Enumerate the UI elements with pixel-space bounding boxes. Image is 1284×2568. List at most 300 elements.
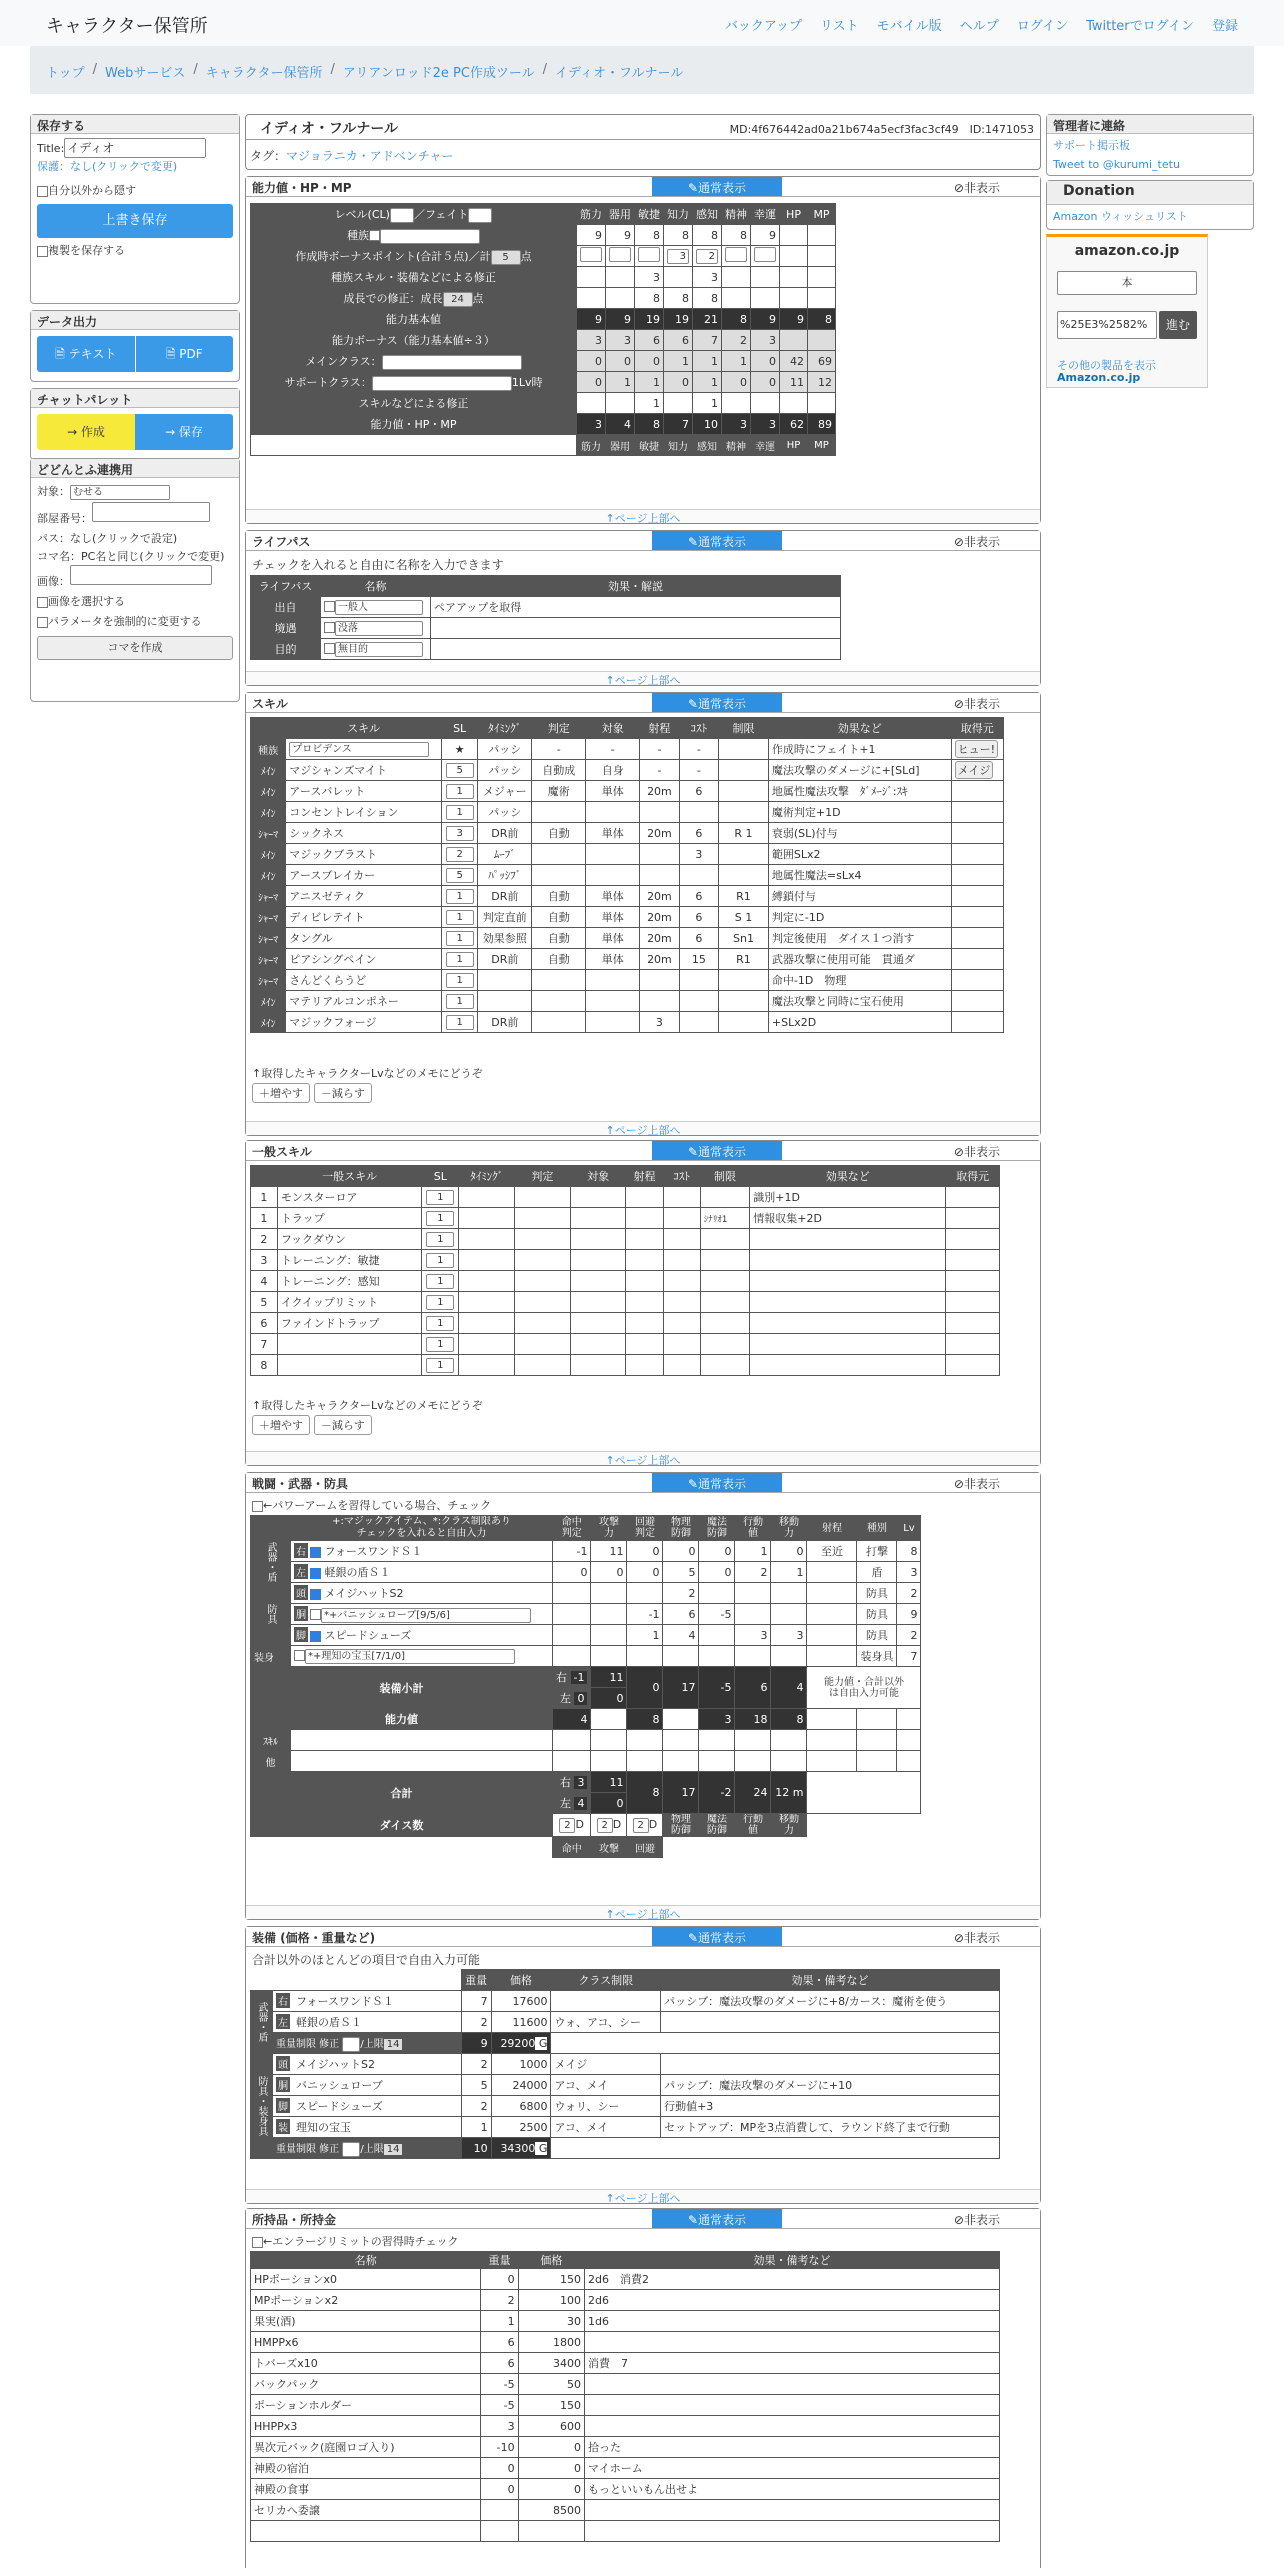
battle-mod-value[interactable]	[771, 1751, 807, 1772]
general-sl-select[interactable]: 1	[426, 1358, 454, 1373]
skill-sl-select[interactable]: 1	[446, 931, 474, 946]
overwrite-save-button[interactable]: 上書き保存	[37, 204, 233, 238]
item-weight[interactable]: 0	[481, 2269, 518, 2290]
amazon-search-input[interactable]: %25E3%2582%	[1057, 311, 1157, 339]
skill-sl-select[interactable]: 5	[446, 868, 474, 883]
normal-view-button[interactable]	[652, 1141, 782, 1160]
skill-ti[interactable]: メジャー	[478, 781, 532, 802]
general-name[interactable]: トレーニング：感知	[277, 1271, 421, 1292]
battle-checkbox[interactable]	[294, 1650, 305, 1661]
battle-value[interactable]	[771, 1646, 807, 1667]
ability-value[interactable]	[577, 393, 606, 414]
battle-value[interactable]: 0	[663, 1541, 699, 1562]
item-effect[interactable]	[585, 2521, 1000, 2542]
general-sl-select[interactable]: 1	[426, 1316, 454, 1331]
item-name[interactable]: 神殿の食事	[251, 2479, 481, 2500]
general-source[interactable]	[946, 1271, 1000, 1292]
dice-count[interactable]: 2	[633, 1818, 649, 1833]
normal-view-button[interactable]	[652, 693, 782, 712]
lifepath-effect[interactable]: ペアアップを取得	[431, 597, 841, 618]
general-cost[interactable]	[663, 1250, 700, 1271]
general-blank[interactable]	[570, 1250, 626, 1271]
battle-value[interactable]	[735, 1583, 771, 1604]
skill-li[interactable]	[719, 1012, 769, 1033]
create-piece-button[interactable]: コマを作成	[37, 636, 233, 660]
ability-value[interactable]	[606, 288, 635, 309]
battle-value[interactable]: 0	[553, 1562, 591, 1583]
equip-weight[interactable]: 2	[461, 2054, 491, 2075]
battle-lv[interactable]: 9	[897, 1604, 921, 1625]
general-sl-select[interactable]: 1	[426, 1253, 454, 1268]
general-sl-select[interactable]: 1	[426, 1274, 454, 1289]
copy-checkbox[interactable]	[37, 246, 48, 257]
ability-value[interactable]: 1	[635, 372, 664, 393]
skill-ra[interactable]	[640, 991, 679, 1012]
general-cost[interactable]	[663, 1208, 700, 1229]
equip-weight[interactable]: 7	[461, 1991, 491, 2012]
skill-ra[interactable]: -	[640, 760, 679, 781]
pass-link[interactable]: パス：なし(クリックで設定)	[37, 532, 178, 545]
skill-sl-select[interactable]: 1	[446, 994, 474, 1009]
item-weight[interactable]: -5	[481, 2374, 518, 2395]
battle-value[interactable]	[627, 1646, 663, 1667]
equip-name[interactable]: バニッシュローブ	[296, 2079, 383, 2092]
battle-mod-value[interactable]	[897, 1751, 921, 1772]
battle-checkbox[interactable]	[310, 1609, 321, 1620]
skill-ra[interactable]: -	[640, 739, 679, 760]
support-board-link[interactable]: サポート掲示板	[1053, 139, 1130, 152]
page-top-link[interactable]: ↑ページ上部へ	[246, 509, 1040, 523]
skill-ta[interactable]	[586, 1012, 640, 1033]
battle-value[interactable]: 2	[735, 1562, 771, 1583]
breadcrumb-item[interactable]: トップ	[46, 66, 85, 81]
general-limit[interactable]	[700, 1250, 750, 1271]
param-checkbox[interactable]	[37, 617, 48, 628]
equip-class[interactable]: メイジ	[551, 2054, 661, 2075]
skill-name[interactable]: ディビレテイト	[289, 911, 365, 924]
item-weight[interactable]: 1	[481, 2311, 518, 2332]
skill-co[interactable]: 6	[679, 907, 718, 928]
skill-li[interactable]: Sn1	[719, 928, 769, 949]
skill-ra[interactable]: 20m	[640, 823, 679, 844]
skill-co[interactable]: 15	[679, 949, 718, 970]
skill-ta[interactable]	[586, 844, 640, 865]
ability-value[interactable]: 12	[808, 372, 836, 393]
fate-select[interactable]: 6	[468, 208, 492, 223]
remove-skill-button[interactable]: －減らす	[314, 1083, 372, 1103]
skill-ju[interactable]: -	[532, 739, 586, 760]
protect-link[interactable]: 保護：なし(クリックで変更)	[37, 160, 178, 173]
battle-mod-value[interactable]	[807, 1730, 857, 1751]
item-price[interactable]: 100	[518, 2290, 584, 2311]
skill-sl-select[interactable]: 1	[446, 889, 474, 904]
general-blank[interactable]	[570, 1229, 626, 1250]
battle-mod-value[interactable]	[627, 1751, 663, 1772]
skill-ju[interactable]: 自動	[532, 928, 586, 949]
ability-value[interactable]: 0	[722, 372, 751, 393]
battle-lv[interactable]: 7	[897, 1646, 921, 1667]
skill-ra[interactable]: 20m	[640, 928, 679, 949]
general-name[interactable]: フックダウン	[277, 1229, 421, 1250]
skill-name[interactable]: さんどくらうど	[289, 974, 367, 987]
equip-price[interactable]: 2500	[491, 2117, 551, 2138]
battle-range[interactable]	[807, 1583, 857, 1604]
general-name[interactable]: トラップ	[277, 1208, 421, 1229]
general-sl-select[interactable]: 1	[426, 1295, 454, 1310]
general-cost[interactable]	[663, 1229, 700, 1250]
item-name[interactable]: バックパック	[251, 2374, 481, 2395]
general-blank[interactable]	[570, 1355, 626, 1376]
page-top-link[interactable]: ↑ページ上部へ	[246, 2189, 1040, 2203]
skill-select[interactable]: プロビデンス	[289, 742, 429, 757]
skill-name[interactable]: マジックフォージ	[289, 1016, 377, 1029]
equip-weight[interactable]: 2	[461, 2012, 491, 2033]
battle-value[interactable]: 1	[735, 1541, 771, 1562]
equip-price[interactable]: 11600	[491, 2012, 551, 2033]
tag-link[interactable]: マジョラニカ・アドベンチャー	[286, 149, 454, 163]
ability-value[interactable]	[780, 330, 808, 351]
general-blank[interactable]	[459, 1187, 515, 1208]
battle-value[interactable]: -1	[553, 1541, 591, 1562]
skill-co[interactable]: 6	[679, 928, 718, 949]
skill-co[interactable]: 3	[679, 844, 718, 865]
ability-value[interactable]: 3	[635, 267, 664, 288]
general-blank[interactable]	[459, 1292, 515, 1313]
general-blank[interactable]	[515, 1250, 571, 1271]
battle-item-select[interactable]: *+理知の宝玉[7/1/0]	[305, 1649, 515, 1664]
skill-li[interactable]: R1	[719, 886, 769, 907]
item-name[interactable]: ポーションホルダー	[251, 2395, 481, 2416]
skill-ra[interactable]: 20m	[640, 907, 679, 928]
skill-ti[interactable]: ﾊﾟｯｼﾌﾞ	[478, 865, 532, 886]
hide-button[interactable]	[954, 1475, 1000, 1492]
battle-value[interactable]: 11	[591, 1541, 627, 1562]
battle-item-name[interactable]: フォースワンドＳ１	[321, 1545, 423, 1558]
skill-li[interactable]: R1	[719, 949, 769, 970]
item-effect[interactable]	[585, 2332, 1000, 2353]
equip-effect[interactable]	[661, 2054, 1000, 2075]
skill-co[interactable]: 6	[679, 781, 718, 802]
target-select[interactable]: むせる	[70, 485, 170, 500]
general-blank[interactable]	[515, 1355, 571, 1376]
battle-lv[interactable]: 2	[897, 1625, 921, 1646]
ability-value[interactable]	[808, 288, 836, 309]
battle-mod-input[interactable]	[291, 1730, 553, 1751]
ability-value[interactable]	[606, 267, 635, 288]
skill-ta[interactable]	[586, 970, 640, 991]
skill-ti[interactable]: ﾑｰﾌﾞ	[478, 844, 532, 865]
skill-ef[interactable]: 魔法攻撃と同時に宝石使用	[768, 991, 951, 1012]
general-blank[interactable]	[626, 1187, 663, 1208]
battle-value[interactable]	[699, 1646, 735, 1667]
general-effect[interactable]: 情報収集+2D	[750, 1208, 946, 1229]
general-source[interactable]	[946, 1313, 1000, 1334]
skill-name[interactable]: ピアシングペイン	[289, 953, 377, 966]
ability-value[interactable]	[780, 288, 808, 309]
skill-ef[interactable]: 武器攻撃に使用可能 貫通ダ	[768, 949, 951, 970]
lifepath-effect[interactable]	[431, 618, 841, 639]
general-blank[interactable]	[459, 1313, 515, 1334]
equip-class[interactable]: ウォ、アコ、シー	[551, 2012, 661, 2033]
hide-button[interactable]	[954, 695, 1000, 712]
item-weight[interactable]: 6	[481, 2353, 518, 2374]
battle-mod-value[interactable]	[897, 1730, 921, 1751]
equip-weight[interactable]: 5	[461, 2075, 491, 2096]
skill-li[interactable]	[719, 739, 769, 760]
skill-li[interactable]: S 1	[719, 907, 769, 928]
bonus-select[interactable]	[725, 247, 747, 262]
battle-checkbox[interactable]	[310, 1589, 321, 1600]
skill-li[interactable]: R 1	[719, 823, 769, 844]
general-blank[interactable]	[570, 1292, 626, 1313]
general-effect[interactable]	[750, 1313, 946, 1334]
item-effect[interactable]: 1d6	[585, 2311, 1000, 2332]
skill-ti[interactable]: DR前	[478, 1012, 532, 1033]
general-blank[interactable]	[515, 1313, 571, 1334]
ability-value[interactable]: 9	[751, 225, 780, 246]
item-name[interactable]: トバーズx10	[251, 2353, 481, 2374]
equip-name[interactable]: メイジハットS2	[296, 2058, 375, 2071]
equip-class[interactable]: ウォリ、シー	[551, 2096, 661, 2117]
equip-price[interactable]: 6800	[491, 2096, 551, 2117]
general-blank[interactable]	[570, 1334, 626, 1355]
nav-link-5[interactable]: Twitterでログイン	[1086, 19, 1194, 34]
lifepath-select[interactable]: 没落	[335, 621, 423, 636]
item-effect[interactable]: 消費 7	[585, 2353, 1000, 2374]
general-source[interactable]	[946, 1250, 1000, 1271]
skill-sl-select[interactable]: 1	[446, 910, 474, 925]
skill-li[interactable]	[719, 991, 769, 1012]
battle-range[interactable]	[807, 1625, 857, 1646]
ability-value[interactable]: 42	[780, 351, 808, 372]
palette-save-button[interactable]: → 保存	[135, 414, 233, 450]
normal-view-button[interactable]	[652, 2209, 782, 2228]
battle-value[interactable]: 0	[591, 1562, 627, 1583]
ability-value[interactable]: 69	[808, 351, 836, 372]
skill-co[interactable]: -	[679, 739, 718, 760]
general-limit[interactable]	[700, 1187, 750, 1208]
battle-type[interactable]: 装身具	[857, 1646, 897, 1667]
skill-ti[interactable]: DR前	[478, 823, 532, 844]
battle-value[interactable]: 3	[771, 1625, 807, 1646]
nav-link-1[interactable]: リスト	[819, 19, 859, 34]
item-name[interactable]: HPポーションx0	[251, 2269, 481, 2290]
general-blank[interactable]	[459, 1229, 515, 1250]
skill-ta[interactable]: 単体	[586, 823, 640, 844]
bonus-select[interactable]	[609, 247, 631, 262]
hide-button[interactable]	[954, 2211, 1000, 2228]
page-top-link[interactable]: ↑ページ上部へ	[246, 671, 1040, 685]
battle-value[interactable]: 0	[699, 1541, 735, 1562]
general-source[interactable]	[946, 1187, 1000, 1208]
hide-button[interactable]	[954, 1929, 1000, 1946]
battle-value[interactable]: 0	[627, 1562, 663, 1583]
skill-ti[interactable]: パッシ	[478, 760, 532, 781]
general-blank[interactable]	[515, 1271, 571, 1292]
ability-value[interactable]: 8	[635, 225, 664, 246]
general-limit[interactable]	[700, 1313, 750, 1334]
skill-ef[interactable]: 縛鎖付与	[768, 886, 951, 907]
skill-ra[interactable]	[640, 844, 679, 865]
item-weight[interactable]: -5	[481, 2395, 518, 2416]
amazon-go-button[interactable]: 進む	[1159, 311, 1197, 339]
skill-ef[interactable]: 地属性魔法=sLx4	[768, 865, 951, 886]
ability-value[interactable]	[780, 246, 808, 267]
general-blank[interactable]	[515, 1229, 571, 1250]
general-cost[interactable]	[663, 1355, 700, 1376]
battle-value[interactable]: 1	[627, 1625, 663, 1646]
item-name[interactable]: 神殿の宿泊	[251, 2458, 481, 2479]
general-blank[interactable]	[626, 1229, 663, 1250]
battle-value[interactable]: 0	[627, 1541, 663, 1562]
general-blank[interactable]	[570, 1187, 626, 1208]
battle-value[interactable]	[553, 1625, 591, 1646]
ability-value[interactable]: 11	[780, 372, 808, 393]
tweet-link[interactable]: Tweet to @kurumi_tetu	[1053, 158, 1180, 171]
palette-create-button[interactable]: → 作成	[37, 414, 135, 450]
battle-lv[interactable]: 8	[897, 1541, 921, 1562]
battle-value[interactable]: 2	[663, 1583, 699, 1604]
item-price[interactable]: 0	[518, 2458, 584, 2479]
dice-count[interactable]: 2	[597, 1818, 613, 1833]
general-effect[interactable]	[750, 1292, 946, 1313]
page-top-link[interactable]: ↑ページ上部へ	[246, 1121, 1040, 1135]
general-limit[interactable]	[700, 1292, 750, 1313]
skill-co[interactable]: -	[679, 760, 718, 781]
ability-value[interactable]: 1	[693, 351, 722, 372]
skill-sl-select[interactable]: 1	[446, 952, 474, 967]
item-price[interactable]	[518, 2521, 584, 2542]
general-blank[interactable]	[459, 1208, 515, 1229]
ability-value[interactable]	[751, 393, 780, 414]
battle-mod-value[interactable]	[591, 1730, 627, 1751]
battle-value[interactable]	[591, 1583, 627, 1604]
ability-value[interactable]: 8	[693, 288, 722, 309]
skill-co[interactable]	[679, 991, 718, 1012]
item-price[interactable]: 600	[518, 2416, 584, 2437]
lifepath-checkbox[interactable]	[324, 622, 335, 633]
skill-ta[interactable]	[586, 991, 640, 1012]
battle-mod-value[interactable]	[591, 1751, 627, 1772]
nav-link-0[interactable]: バックアップ	[724, 19, 802, 34]
lifepath-checkbox[interactable]	[324, 601, 335, 612]
battle-lv[interactable]: 3	[897, 1562, 921, 1583]
site-title[interactable]: キャラクター保管所	[46, 16, 208, 37]
item-name[interactable]: 異次元バック(庭園ロゴ入り)	[251, 2437, 481, 2458]
skill-sl-select[interactable]: 2	[446, 847, 474, 862]
skill-name[interactable]: マテリアルコンポネー	[289, 995, 399, 1008]
battle-item-name[interactable]: スピードシューズ	[321, 1629, 412, 1642]
skill-ef[interactable]: 魔法攻撃のダメージに+[SLd]	[768, 760, 951, 781]
general-source[interactable]	[946, 1334, 1000, 1355]
amazon-link[interactable]: Amazon.co.jp	[1057, 371, 1141, 384]
power-arm-checkbox[interactable]	[252, 1501, 263, 1512]
battle-checkbox[interactable]	[310, 1547, 321, 1558]
general-blank[interactable]	[570, 1313, 626, 1334]
skill-ju[interactable]: 魔術	[532, 781, 586, 802]
general-blank[interactable]	[626, 1271, 663, 1292]
battle-mod-value[interactable]	[857, 1730, 897, 1751]
item-effect[interactable]	[585, 2374, 1000, 2395]
ability-value[interactable]	[751, 267, 780, 288]
general-limit[interactable]	[700, 1271, 750, 1292]
general-effect[interactable]	[750, 1271, 946, 1292]
skill-sl-select[interactable]: 1	[446, 973, 474, 988]
normal-view-button[interactable]	[652, 1927, 782, 1946]
ability-value[interactable]: 2	[722, 330, 751, 351]
item-effect[interactable]	[585, 2395, 1000, 2416]
skill-ra[interactable]: 20m	[640, 781, 679, 802]
general-limit[interactable]: ｼﾅﾘｵ1	[700, 1208, 750, 1229]
ability-value[interactable]	[577, 288, 606, 309]
race-checkbox[interactable]	[369, 230, 380, 241]
general-sl-select[interactable]: 1	[426, 1190, 454, 1205]
breadcrumb-item[interactable]: イディオ・フルナール	[555, 66, 684, 81]
item-weight[interactable]	[481, 2500, 518, 2521]
general-source[interactable]	[946, 1292, 1000, 1313]
battle-range[interactable]	[807, 1604, 857, 1625]
battle-checkbox[interactable]	[310, 1631, 321, 1642]
ability-value[interactable]	[808, 246, 836, 267]
ability-value[interactable]	[780, 267, 808, 288]
general-effect[interactable]	[750, 1250, 946, 1271]
name-link[interactable]: コマ名：PC名と同じ(クリックで変更)	[37, 550, 225, 563]
skill-li[interactable]	[719, 970, 769, 991]
ability-value[interactable]: 0	[606, 351, 635, 372]
skill-ef[interactable]: 地属性魔法攻撃 ﾀﾞﾒｰｼﾞ:ｽｷ	[768, 781, 951, 802]
ability-value[interactable]: 3	[693, 267, 722, 288]
battle-value[interactable]	[627, 1583, 663, 1604]
equip-price[interactable]: 24000	[491, 2075, 551, 2096]
bonus-select[interactable]: 3	[667, 249, 689, 264]
skill-ti[interactable]	[478, 970, 532, 991]
item-price[interactable]: 8500	[518, 2500, 584, 2521]
equip-effect[interactable]: 行動値+3	[661, 2096, 1000, 2117]
breadcrumb-item[interactable]: Webサービス	[105, 66, 186, 81]
skill-ef[interactable]: 魔術判定+1D	[768, 802, 951, 823]
skill-ti[interactable]: DR前	[478, 949, 532, 970]
dice-count[interactable]: 2	[559, 1818, 575, 1833]
skill-ju[interactable]	[532, 991, 586, 1012]
skill-ju[interactable]	[532, 844, 586, 865]
skill-ta[interactable]: 単体	[586, 886, 640, 907]
battle-mod-value[interactable]	[553, 1730, 591, 1751]
general-blank[interactable]	[459, 1271, 515, 1292]
equip-effect[interactable]: パッシブ：魔法攻撃のダメージに+10	[661, 2075, 1000, 2096]
ability-value[interactable]: 0	[577, 372, 606, 393]
general-limit[interactable]	[700, 1229, 750, 1250]
skill-ju[interactable]	[532, 970, 586, 991]
general-blank[interactable]	[570, 1271, 626, 1292]
battle-value[interactable]: 5	[663, 1562, 699, 1583]
general-sl-select[interactable]: 1	[426, 1211, 454, 1226]
skill-ta[interactable]: -	[586, 739, 640, 760]
ability-value[interactable]: 7	[693, 330, 722, 351]
ability-value[interactable]	[722, 288, 751, 309]
ability-value[interactable]: 1	[606, 372, 635, 393]
ability-value[interactable]: 3	[751, 330, 780, 351]
lifepath-select[interactable]: 無目的	[335, 642, 423, 657]
skill-ju[interactable]: 自動	[532, 949, 586, 970]
item-effect[interactable]: マイホーム	[585, 2458, 1000, 2479]
skill-ti[interactable]: 効果参照	[478, 928, 532, 949]
item-price[interactable]: 3400	[518, 2353, 584, 2374]
skill-name[interactable]: タングル	[289, 932, 333, 945]
equip-weight[interactable]: 1	[461, 2117, 491, 2138]
room-input[interactable]	[92, 502, 210, 522]
ability-value[interactable]: 8	[722, 225, 751, 246]
ability-value[interactable]	[808, 267, 836, 288]
